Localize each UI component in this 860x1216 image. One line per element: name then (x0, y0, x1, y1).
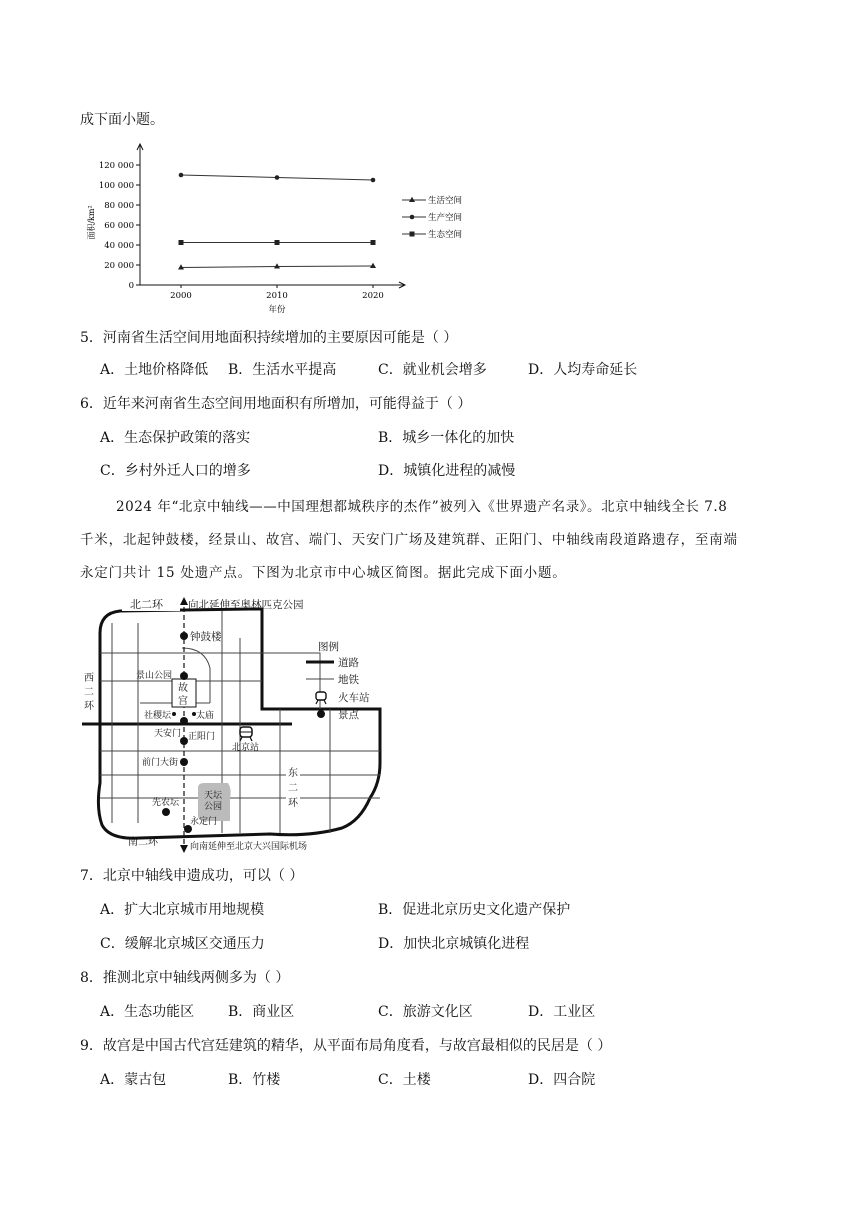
chart-axes (86, 144, 405, 315)
label-zhengyangmen: 正阳门 (188, 732, 216, 742)
q9-stem: 9．故宫是中国古代宫廷建筑的精华，从平面布局角度看，与故宫最相似的民居是（ ） (80, 1038, 612, 1054)
label-west-ring-2: 二 (84, 687, 94, 698)
q9-option-b[interactable]: B．竹楼 (228, 1072, 281, 1088)
spot-qianmen (180, 758, 188, 766)
y-tick-label: 80 000 (104, 201, 134, 211)
label-xiannongtan: 先农坛 (152, 798, 180, 808)
label-east-ring-2: 二 (288, 783, 298, 794)
passage-line-2: 千米，北起钟鼓楼，经景山、故宫、端门、天安门广场及建筑群、正阳门、中轴线南段道路遗存，至南端 (80, 532, 738, 548)
label-gugong-2: 宫 (178, 696, 188, 707)
legend-road: 道路 (338, 657, 359, 669)
q6-option-b[interactable]: B．城乡一体化的加快 (378, 430, 515, 446)
beijing-central-map (80, 593, 410, 855)
x-axis-label: 年份 (268, 305, 286, 315)
y-tick-label: 100 000 (98, 181, 134, 191)
spot-xiannongtan (162, 808, 170, 816)
spot-shejitan (172, 712, 176, 716)
data-point (275, 175, 280, 180)
legend-label: 生活空间 (428, 196, 463, 206)
q7-option-d[interactable]: D．加快北京城镇化进程 (378, 936, 530, 952)
label-tiananmen: 天安门 (154, 729, 182, 739)
q7-option-b[interactable]: B．促进北京历史文化遗产保护 (378, 902, 571, 918)
y-tick-label: 60 000 (104, 221, 134, 231)
q8-option-c[interactable]: C．旅游文化区 (378, 1004, 473, 1020)
q5-stem: 5．河南省生活空间用地面积持续增加的主要原因可能是（ ） (80, 330, 458, 346)
label-tiantan-1: 天坛 (204, 791, 223, 801)
q5-option-a[interactable]: A．土地价格降低 (100, 362, 209, 378)
y-tick-label: 20 000 (104, 261, 134, 271)
label-beijing-station: 北京站 (232, 743, 260, 753)
spot-jingshan (180, 672, 188, 680)
legend-title: 图例 (318, 641, 339, 653)
q6-option-d[interactable]: D．城镇化进程的减慢 (378, 463, 516, 479)
x-tick-label: 2000 (170, 291, 192, 301)
q6-stem: 6．近年来河南省生态空间用地面积有所增加，可能得益于（ ） (80, 396, 472, 412)
q7-stem: 7．北京中轴线申遗成功，可以（ ） (80, 868, 304, 884)
legend-subway: 地铁 (338, 674, 359, 686)
q5-option-b[interactable]: B．生活水平提高 (228, 362, 337, 378)
y-tick-label: 120 000 (98, 161, 134, 171)
north-arrow-head (180, 597, 188, 605)
q5-option-c[interactable]: C．就业机会增多 (378, 362, 487, 378)
data-point (179, 173, 184, 178)
label-south-ext: 向南延伸至北京大兴国际机场 (190, 842, 308, 852)
q6-option-a[interactable]: A．生态保护政策的落实 (100, 430, 251, 446)
data-point (370, 263, 376, 268)
x-tick-label: 2010 (266, 291, 288, 301)
y-tick-label: 0 (128, 281, 134, 291)
passage-line-1: 2024 年“北京中轴线——中国理想都城秩序的杰作”被列入《世界遗产名录》。北京中轴线全长 7.8 (116, 499, 728, 515)
data-point (274, 263, 280, 268)
q7-option-c[interactable]: C．缓解北京城区交通压力 (100, 936, 265, 952)
data-point (371, 240, 376, 245)
data-point (275, 240, 280, 245)
passage-line-3: 永定门共计 15 处遗产点。下图为北京市中心城区简图。据此完成下面小题。 (80, 565, 567, 581)
legend-marker (409, 197, 415, 202)
q8-option-b[interactable]: B．商业区 (228, 1004, 295, 1020)
y-axis-label: 面积/km² (87, 205, 96, 240)
label-west-ring-3: 环 (84, 701, 94, 712)
legend-marker (410, 232, 415, 237)
label-shejitan: 社稷坛 (144, 711, 172, 721)
legend-station: 火车站 (338, 692, 370, 704)
legend-spot-dot (317, 710, 325, 718)
label-tiantan-2: 公园 (204, 802, 223, 812)
label-qianmen: 前门大街 (142, 758, 179, 768)
spot-zhengyangmen (180, 737, 188, 745)
q9-option-a[interactable]: A．蒙古包 (100, 1072, 167, 1088)
label-jingshan: 景山公园 (136, 671, 173, 681)
train-station-icon (240, 727, 252, 741)
data-point (179, 240, 184, 245)
q8-option-d[interactable]: D．工业区 (528, 1004, 596, 1020)
label-north-ring: 北二环 (130, 598, 163, 611)
label-east-ring-1: 东 (288, 768, 298, 779)
label-south-ring: 南二环 (128, 837, 158, 848)
q6-option-c[interactable]: C．乡村外迁人口的增多 (100, 463, 251, 479)
data-point (371, 178, 376, 183)
spot-zhonggulou (180, 632, 188, 640)
legend-marker (410, 215, 415, 220)
q9-option-d[interactable]: D．四合院 (528, 1072, 596, 1088)
legend-label: 生产空间 (428, 213, 463, 223)
data-point (178, 264, 184, 269)
intro-tail: 成下面小题。 (80, 112, 164, 128)
q9-option-c[interactable]: C．土楼 (378, 1072, 431, 1088)
legend-spot: 景点 (338, 709, 359, 721)
south-arrow-head (180, 845, 188, 853)
q8-option-a[interactable]: A．生态功能区 (100, 1004, 195, 1020)
chart-series (178, 173, 376, 270)
y-tick-label: 40 000 (104, 241, 134, 251)
label-north-ext: 向北延伸至奥林匹克公园 (188, 599, 304, 611)
label-west-ring-1: 西 (84, 673, 94, 684)
q5-option-d[interactable]: D．人均寿命延长 (528, 362, 638, 378)
chart-legend (402, 195, 462, 240)
label-gugong-1: 故 (178, 683, 188, 694)
label-taimiao: 太庙 (196, 711, 215, 721)
label-zhonggulou: 钟鼓楼 (190, 631, 222, 643)
q7-option-a[interactable]: A．扩大北京城市用地规模 (100, 902, 265, 918)
land-use-line-chart (80, 140, 480, 320)
x-tick-label: 2020 (362, 291, 384, 301)
label-east-ring-3: 环 (288, 798, 298, 809)
legend-label: 生态空间 (428, 230, 463, 240)
q8-stem: 8．推测北京中轴线两侧多为（ ） (80, 970, 290, 986)
label-yongdingmen: 永定门 (190, 817, 218, 827)
spot-tiananmen (180, 717, 188, 725)
legend-station-icon (316, 692, 326, 704)
